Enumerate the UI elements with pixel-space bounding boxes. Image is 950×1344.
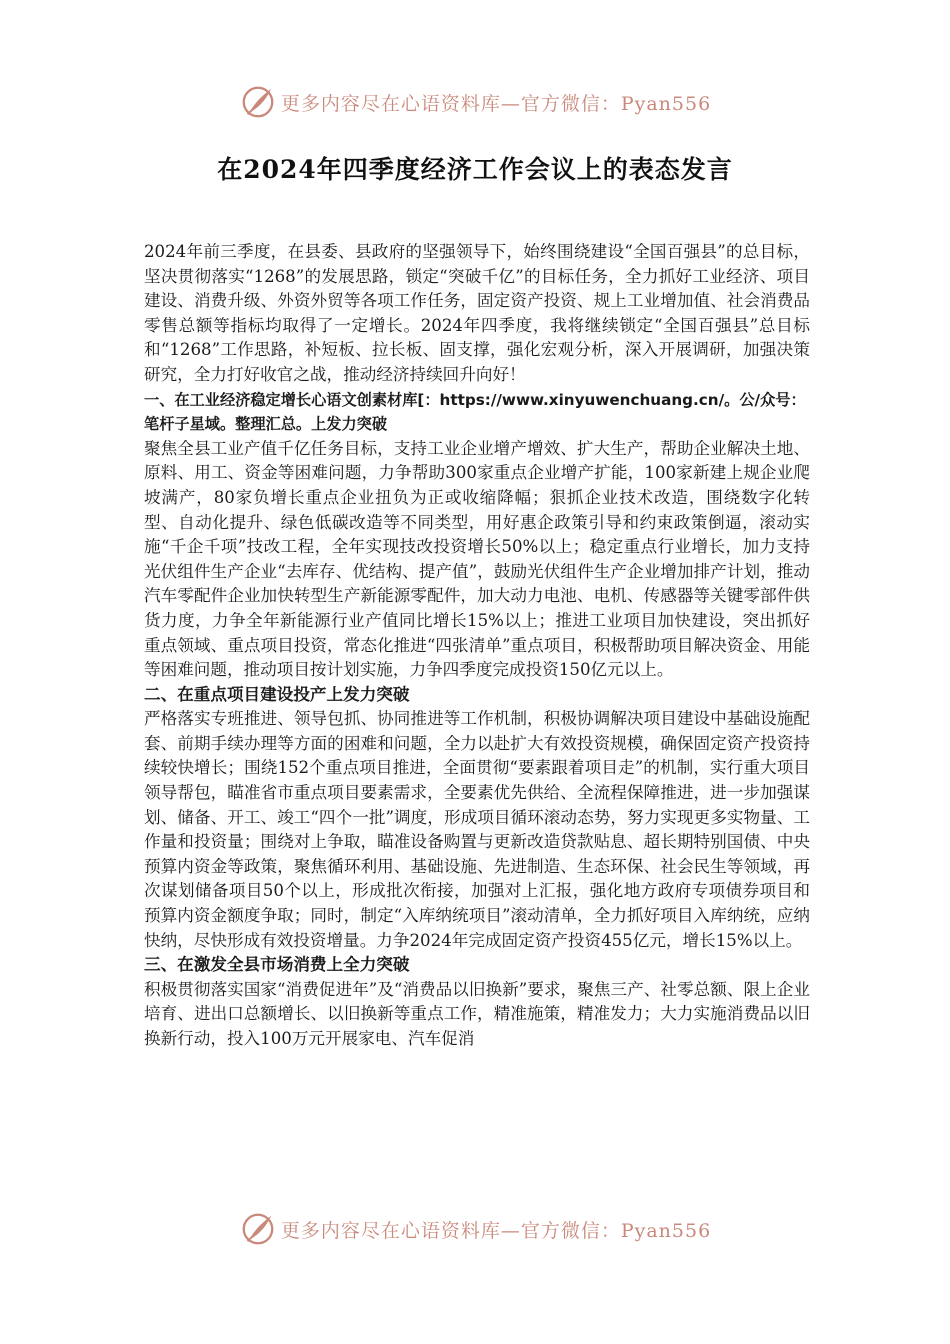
- section-heading-3: 三、在激发全县市场消费上全力突破: [144, 955, 410, 975]
- quill-logo-icon: [239, 83, 277, 121]
- intro-paragraph: 2024年前三季度，在县委、县政府的坚强领导下，始终围绕建设“全国百强县”的总目标，坚决贯彻落实“1268”的发展思路，锁定“突破千亿”的目标任务，全力抓好工业经济、项目建设、消费升级、外资外贸等各项工作任务，固定资产投资、规上工业增加值、社会消费品零售总额等指标均取得了一定增长。2024年四季度，我将继续锁定“全国百强县”总目标和“1268”工作思路，补短板、拉长板、固支撑，强化宏观分析，深入开展调研，加强决策研究，全力打好收官之战，推动经济持续回升向好！: [144, 242, 810, 384]
- section-body-2: 严格落实专班推进、领导包抓、协同推进等工作机制，积极协调解决项目建设中基础设施配套、前期手续办理等方面的困难和问题，全力以赴扩大有效投资规模，确保固定资产投资持续较快增长；围绕152个重点项目推进，全面贯彻“要素跟着项目走”的机制，实行重大项目领导帮包，瞄准省市重点项目要素需求，全要素优先供给、全流程保障推进，进一步加强谋划、储备、开工、竣工“四个一批”调度，形成项目循环滚动态势，努力实现更多实物量、工作量和投资量；围绕对上争取，瞄准设备购置与更新改造贷款贴息、超长期特别国债、中央预算内资金等政策，聚焦循环利用、基础设施、先进制造、生态环保、社会民生等领域，再次谋划储备项目50个以上，形成批次衔接，加强对上汇报，强化地方政府专项债券项目和预算内资金额度争取；同时，制定“入库纳统项目”滚动清单，全力抓好项目入库纳统，应纳快纳，尽快形成有效投资增量。力争2024年完成固定资产投资455亿元，增长15%以上。: [144, 709, 810, 950]
- banner-text: 更多内容尽在心语资料库—官方微信：Pyan556: [280, 92, 712, 115]
- section-body-1: 聚焦全县工业产值千亿任务目标，支持工业企业增产增效、扩大生产，帮助企业解决土地、原料、用工、资金等困难问题，力争帮助300家重点企业增产扩能，100家新建上规企业爬坡满产，80家负增长重点企业扭负为正或收缩降幅；狠抓企业技术改造，围绕数字化转型、自动化提升、绿色低碳改造等不同类型，用好惠企政策引导和约束政策倒逼，滚动实施“千企千项”技改工程，全年实现技改投资增长50%以上；稳定重点行业增长，加力支持光伏组件生产企业“去库存、优结构、提产值”，鼓励光伏组件生产企业增加排产计划，推动汽车零配件企业加快转型生产新能源零配件，加大动力电池、电机、传感器等关键零部件供货力度，力争全年新能源行业产值同比增长15%以上；推进工业项目加快建设，突出抓好重点领域、重点项目投资，常态化推进“四张清单”重点项目，积极帮助项目解决资金、用能等困难问题，推动项目按计划实施，力争四季度完成投资150亿元以上。: [144, 438, 810, 680]
- header-banner: [0, 82, 950, 122]
- document-body: [144, 240, 810, 1052]
- section-heading-2: 二、在重点项目建设投产上发力突破: [144, 684, 410, 704]
- document-title: 在2024年四季度经济工作会议上的表态发言: [217, 155, 733, 184]
- section-body-3: 积极贯彻落实国家“消费促进年”及“消费品以旧换新”要求，聚焦三产、社零总额、限上企业培育、进出口总额增长、以旧换新等重点工作，精准施策，精准发力；大力实施消费品以旧换新行动，投入100万元开展家电、汽车促消: [144, 979, 810, 1048]
- section-heading-1: 一、在工业经济稳定增长心语文创素材库[：https://www.xinyuwenchuang.cn/。公/众号：笔杆子星域。整理汇总。上发力突破: [144, 390, 806, 434]
- banner-text: 更多内容尽在心语资料库—官方微信：Pyan556: [280, 1219, 712, 1242]
- quill-logo-icon: [239, 1210, 277, 1248]
- footer-banner: [0, 1209, 950, 1249]
